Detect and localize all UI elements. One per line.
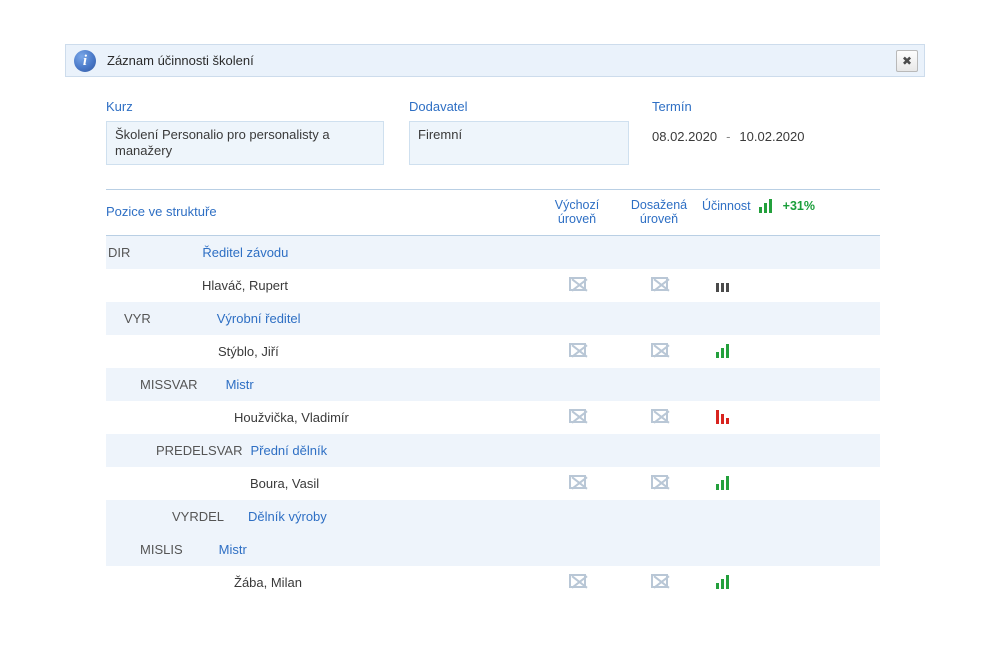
position-name: Dělník výroby — [248, 509, 327, 524]
thumbs-up-icon — [716, 475, 732, 490]
effectiveness-cell — [700, 335, 880, 368]
field-dodavatel — [409, 99, 652, 165]
dialog-title: Záznam účinnosti školení — [107, 53, 254, 68]
position-code: VYRDEL — [172, 509, 225, 524]
thumbs-up-icon — [716, 343, 732, 358]
reached-level-cell[interactable] — [618, 335, 700, 368]
level-marker-icon — [651, 277, 668, 291]
initial-level-cell — [536, 500, 618, 533]
person-name-cell: Hlaváč, Rupert — [106, 269, 536, 302]
dodavatel-value[interactable]: Firemní — [409, 121, 629, 165]
table-row-person[interactable] — [106, 467, 880, 500]
initial-level-cell — [536, 533, 618, 566]
position-name: Přední dělník — [250, 443, 328, 458]
initial-level-cell[interactable] — [536, 269, 618, 302]
position-cell — [106, 500, 536, 533]
person-name-cell: Stýblo, Jiří — [106, 335, 536, 368]
reached-level-cell[interactable] — [618, 467, 700, 500]
level-marker-icon — [651, 475, 668, 489]
termin-dash: - — [726, 129, 731, 144]
termin-from: 08.02.2020 — [652, 129, 718, 144]
termin-to: 10.02.2020 — [739, 129, 805, 144]
level-marker-icon — [651, 343, 668, 357]
dialog-titlebar — [65, 44, 925, 77]
close-icon[interactable]: ✖ — [896, 50, 918, 72]
table-row-group[interactable] — [106, 368, 880, 401]
dodavatel-label: Dodavatel — [409, 99, 468, 114]
level-marker-icon — [569, 475, 586, 489]
kurz-value[interactable]: Školení Personalio pro personalisty a manažery — [106, 121, 384, 165]
position-cell — [106, 533, 536, 566]
level-marker-icon — [651, 409, 668, 423]
training-effectiveness-dialog — [65, 44, 925, 599]
header-position: Pozice ve struktuře — [106, 190, 536, 236]
person-name-cell: Houžvička, Vladimír — [106, 401, 536, 434]
reached-level-cell — [618, 302, 700, 335]
effectiveness-cell — [700, 533, 880, 566]
table-row-person[interactable] — [106, 269, 880, 302]
effectiveness-cell — [700, 236, 880, 270]
dialog-body — [65, 77, 925, 599]
summary-fields — [106, 77, 925, 165]
effectiveness-cell — [700, 500, 880, 533]
effectiveness-cell — [700, 434, 880, 467]
table-row-person[interactable] — [106, 335, 880, 368]
level-marker-icon — [651, 574, 668, 588]
position-cell — [106, 236, 536, 270]
table-row-group[interactable] — [106, 302, 880, 335]
field-termin — [652, 99, 892, 165]
table-row-person[interactable] — [106, 401, 880, 434]
initial-level-cell — [536, 236, 618, 270]
neutral-icon — [716, 277, 732, 292]
effectiveness-cell — [700, 401, 880, 434]
reached-level-cell[interactable] — [618, 269, 700, 302]
reached-level-cell — [618, 533, 700, 566]
initial-level-cell[interactable] — [536, 335, 618, 368]
effectiveness-cell — [700, 368, 880, 401]
table-row-group[interactable] — [106, 236, 880, 270]
header-effectiveness — [700, 190, 880, 236]
position-code: PREDELSVAR — [156, 443, 243, 458]
header-reached-level: Dosažená úroveň — [618, 190, 700, 236]
position-code: MISSVAR — [140, 377, 198, 392]
reached-level-cell — [618, 500, 700, 533]
reached-level-cell[interactable] — [618, 566, 700, 599]
initial-level-cell — [536, 434, 618, 467]
person-name-cell: Boura, Vasil — [106, 467, 536, 500]
level-marker-icon — [569, 409, 586, 423]
level-marker-icon — [569, 343, 586, 357]
table-row-person[interactable] — [106, 566, 880, 599]
reached-level-cell — [618, 368, 700, 401]
table-body — [106, 236, 880, 600]
initial-level-cell — [536, 368, 618, 401]
position-name: Mistr — [225, 377, 254, 392]
header-initial-level: Výchozí úroveň — [536, 190, 618, 236]
position-cell — [106, 434, 536, 467]
chart-up-icon — [759, 198, 775, 213]
table-header-row — [106, 190, 880, 236]
table-row-group[interactable] — [106, 500, 880, 533]
info-icon: i — [74, 50, 96, 72]
effectiveness-table — [106, 189, 880, 599]
person-name-cell: Žába, Milan — [106, 566, 536, 599]
position-code: MISLIS — [140, 542, 183, 557]
reached-level-cell[interactable] — [618, 401, 700, 434]
position-cell — [106, 302, 536, 335]
initial-level-cell[interactable] — [536, 401, 618, 434]
kurz-label: Kurz — [106, 99, 133, 114]
position-code: VYR — [124, 311, 151, 326]
termin-label: Termín — [652, 99, 692, 114]
effectiveness-cell — [700, 566, 880, 599]
position-code: DIR — [108, 245, 131, 260]
reached-level-cell — [618, 434, 700, 467]
total-effectiveness: +31% — [782, 198, 815, 213]
position-name: Ředitel závodu — [202, 245, 289, 260]
position-name: Mistr — [218, 542, 247, 557]
termin-values — [652, 121, 892, 144]
position-cell — [106, 368, 536, 401]
effectiveness-cell — [700, 467, 880, 500]
level-marker-icon — [569, 574, 586, 588]
initial-level-cell — [536, 302, 618, 335]
initial-level-cell[interactable] — [536, 467, 618, 500]
thumbs-down-icon — [716, 409, 732, 424]
field-kurz — [106, 99, 409, 165]
reached-level-cell — [618, 236, 700, 270]
position-name: Výrobní ředitel — [216, 311, 301, 326]
table-row-group[interactable] — [106, 533, 880, 566]
initial-level-cell[interactable] — [536, 566, 618, 599]
effectiveness-label: Účinnost — [702, 198, 751, 213]
effectiveness-cell — [700, 302, 880, 335]
effectiveness-cell — [700, 269, 880, 302]
level-marker-icon — [569, 277, 586, 291]
thumbs-up-icon — [716, 574, 732, 589]
table-row-group[interactable] — [106, 434, 880, 467]
